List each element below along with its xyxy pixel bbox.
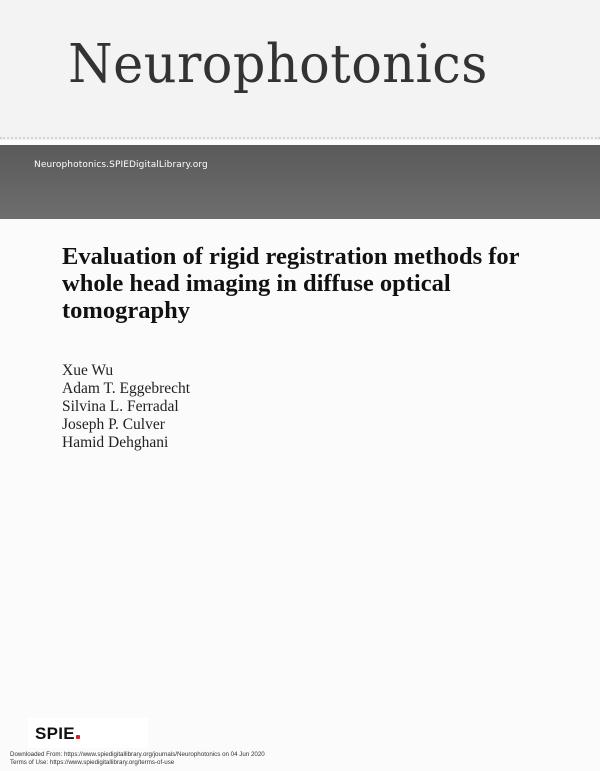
- author-name: Hamid Dehghani: [62, 434, 169, 451]
- author-name: Silvina L. Ferradal: [62, 398, 179, 415]
- publisher-logo-box: [28, 718, 148, 748]
- download-footer: [10, 751, 265, 766]
- spie-logo-dot-icon: [76, 735, 80, 739]
- journal-url-link[interactable]: Neurophotonics.SPIEDigitalLibrary.org: [34, 160, 208, 170]
- article-title: Evaluation of rigid registration methods for whole head imaging in diffuse optical tomography: [62, 243, 520, 324]
- dotted-divider: [0, 137, 600, 139]
- journal-title: Neurophotonics: [68, 34, 488, 95]
- download-notice: Downloaded From: https://www.spiedigitallibrary.org/journals/Neurophotonics on 04 Jun 2020: [10, 751, 265, 758]
- spie-logo: [35, 724, 80, 744]
- journal-masthead: [0, 0, 600, 140]
- author-name: Xue Wu: [62, 362, 114, 379]
- author-name: Joseph P. Culver: [62, 416, 165, 433]
- terms-of-use-link[interactable]: Terms of Use: https://www.spiedigitallibrary.org/terms-of-use: [10, 758, 175, 766]
- author-name: Adam T. Eggebrecht: [62, 380, 191, 397]
- spie-logo-text: SPIE: [35, 724, 75, 743]
- author-list: [62, 362, 190, 452]
- journal-url-band: [0, 145, 600, 219]
